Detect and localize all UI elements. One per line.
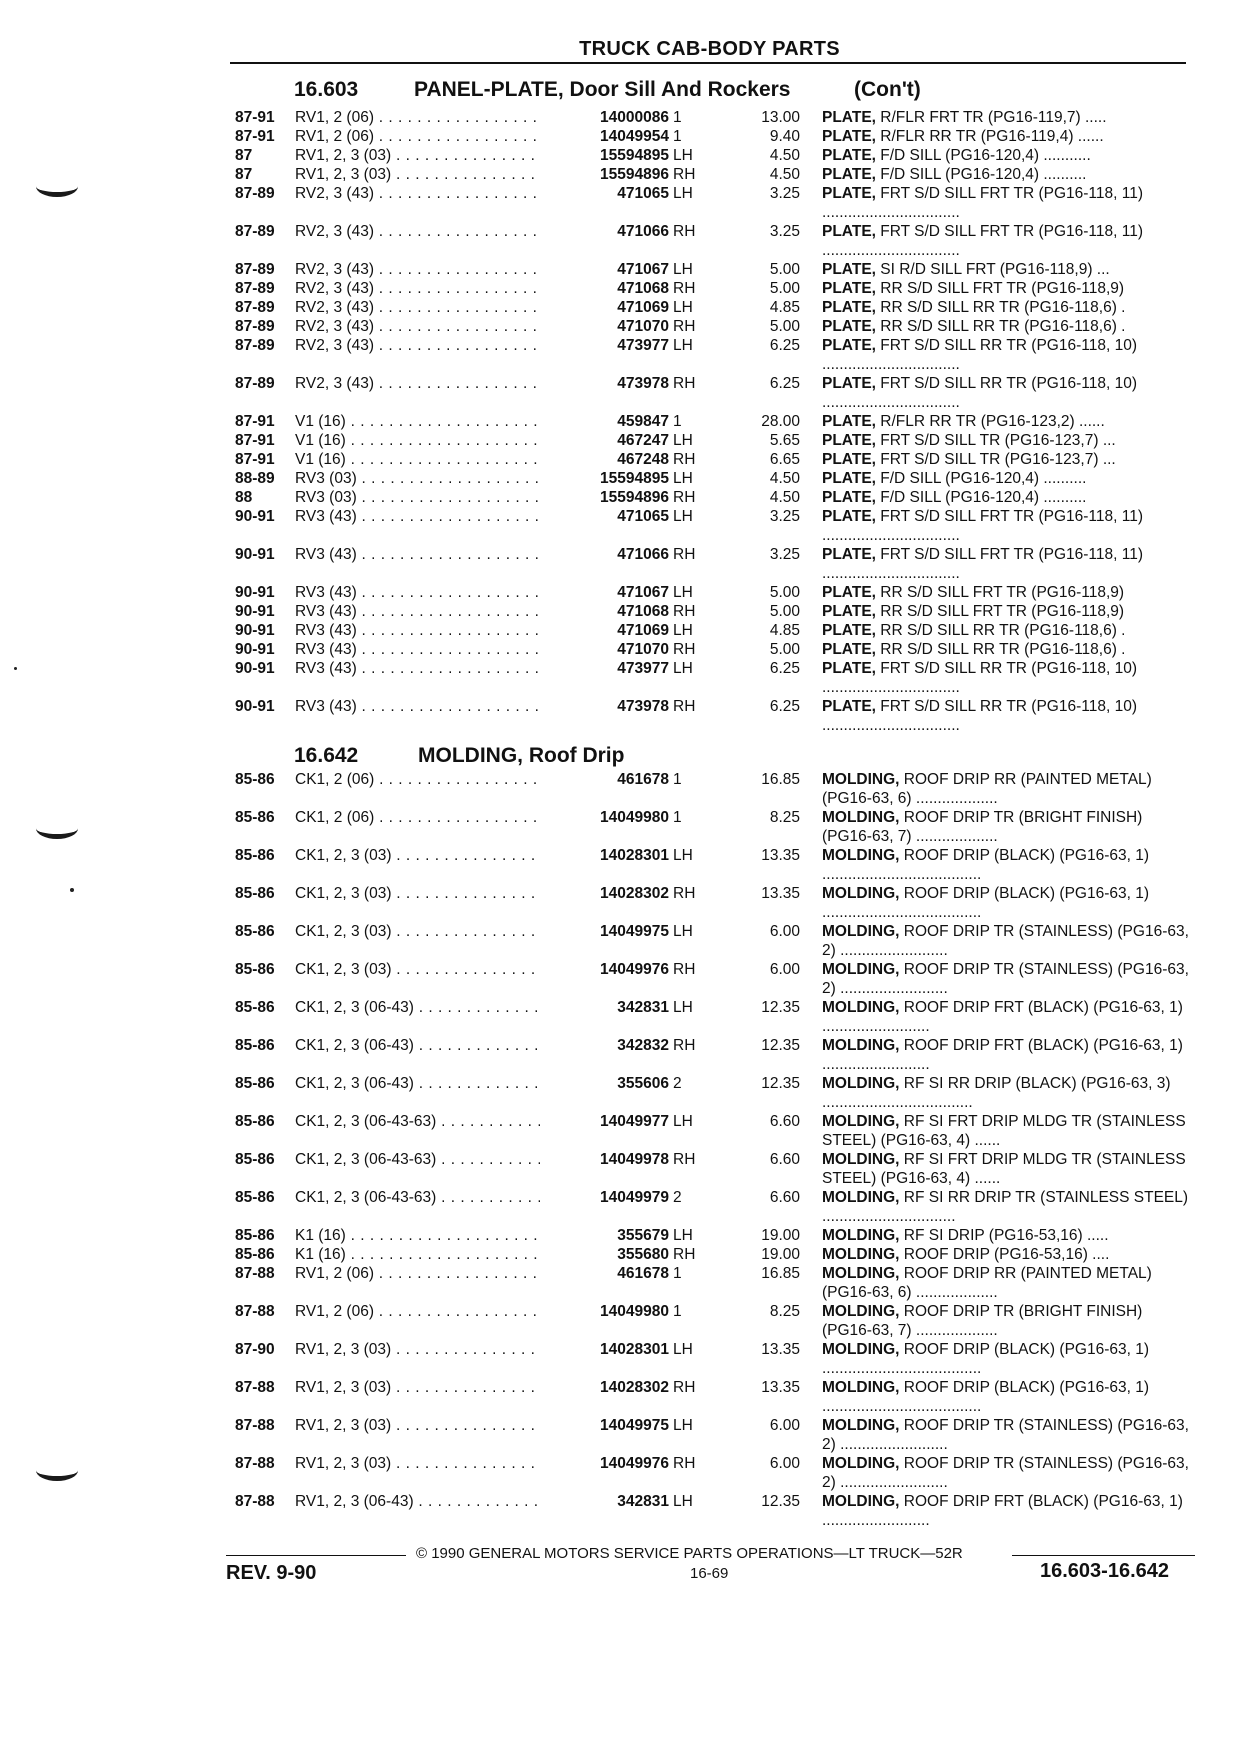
quantity: RH bbox=[673, 451, 696, 468]
part-number: 14049976 bbox=[540, 1454, 669, 1473]
model-year: 85-86 bbox=[235, 1075, 275, 1092]
part-number: 15594896 bbox=[540, 488, 669, 507]
part-number: 14049977 bbox=[540, 1112, 669, 1131]
quantity: 2 bbox=[673, 1075, 682, 1092]
model-year: 87-88 bbox=[235, 1417, 275, 1434]
quantity: 1 bbox=[673, 128, 682, 145]
part-number: 471066 bbox=[540, 545, 669, 564]
part-number: 471070 bbox=[540, 317, 669, 336]
model-code: RV1, 2 (06) . . . bbox=[295, 108, 563, 127]
quantity: RH bbox=[673, 885, 696, 902]
price: 8.25 bbox=[769, 809, 800, 826]
price: 13.35 bbox=[761, 1341, 800, 1358]
quantity: LH bbox=[673, 847, 693, 864]
part-number: 471068 bbox=[540, 279, 669, 298]
part-number: 342831 bbox=[540, 998, 669, 1017]
price: 6.00 bbox=[769, 1417, 800, 1434]
quantity: RH bbox=[673, 1151, 696, 1168]
model-code: RV1, 2, 3 (06-43) . . . bbox=[295, 1492, 563, 1511]
part-number: 473978 bbox=[540, 374, 669, 393]
model-year: 88 bbox=[235, 489, 253, 506]
quantity: RH bbox=[673, 1455, 696, 1472]
part-number: 14049975 bbox=[540, 1416, 669, 1435]
part-description: PLATE, FRT S/D SILL TR (PG16-123,7) ... bbox=[822, 432, 1116, 449]
part-description: PLATE, RR S/D SILL FRT TR (PG16-118,9) bbox=[822, 603, 1125, 620]
quantity: 1 bbox=[673, 413, 682, 430]
price: 3.25 bbox=[769, 223, 800, 240]
model-code: RV2, 3 (43) . . . bbox=[295, 222, 563, 241]
model-year: 90-91 bbox=[235, 584, 275, 601]
model-year: 87-89 bbox=[235, 375, 275, 392]
part-description: MOLDING, ROOF DRIP (BLACK) (PG16-63, 1) ..................................... bbox=[822, 1341, 1149, 1377]
quantity: LH bbox=[673, 432, 693, 449]
model-code: RV1, 2, 3 (03) . . . bbox=[295, 1454, 563, 1473]
section-title: MOLDING, Roof Drip bbox=[418, 744, 625, 767]
model-code: CK1, 2, 3 (03) . . . bbox=[295, 922, 563, 941]
part-description: MOLDING, ROOF DRIP FRT (BLACK) (PG16-63, 1) ......................... bbox=[822, 999, 1183, 1035]
model-code: CK1, 2, 3 (06-43-63) . . . bbox=[295, 1150, 563, 1169]
model-year: 85-86 bbox=[235, 923, 275, 940]
model-year: 85-86 bbox=[235, 1151, 275, 1168]
price: 13.35 bbox=[761, 1379, 800, 1396]
model-year: 87-90 bbox=[235, 1341, 275, 1358]
part-description: MOLDING, ROOF DRIP (BLACK) (PG16-63, 1) ..................................... bbox=[822, 885, 1149, 921]
binder-hole-mark bbox=[36, 818, 78, 839]
price: 4.50 bbox=[769, 147, 800, 164]
quantity: LH bbox=[673, 147, 693, 164]
part-number: 14049954 bbox=[540, 127, 669, 146]
price: 16.85 bbox=[761, 1265, 800, 1282]
section-heading bbox=[294, 744, 994, 770]
model-code: RV2, 3 (43) . . . bbox=[295, 298, 563, 317]
model-year: 87 bbox=[235, 166, 253, 183]
footer-copyright: © 1990 GENERAL MOTORS SERVICE PARTS OPERATIONS—LT TRUCK—52R bbox=[416, 1545, 963, 1562]
price: 6.60 bbox=[769, 1189, 800, 1206]
quantity: LH bbox=[673, 622, 693, 639]
model-code: CK1, 2 (06) . . . bbox=[295, 770, 563, 789]
quantity: RH bbox=[673, 1379, 696, 1396]
part-number: 15594895 bbox=[540, 469, 669, 488]
quantity: RH bbox=[673, 375, 696, 392]
part-description: MOLDING, ROOF DRIP TR (BRIGHT FINISH) (PG16-63, 7) ................... bbox=[822, 809, 1143, 845]
section-continued: (Con't) bbox=[854, 78, 921, 101]
part-number: 471066 bbox=[540, 222, 669, 241]
part-number: 473977 bbox=[540, 336, 669, 355]
part-number: 471065 bbox=[540, 184, 669, 203]
price: 6.25 bbox=[769, 337, 800, 354]
model-year: 90-91 bbox=[235, 622, 275, 639]
model-code: CK1, 2, 3 (06-43-63) . . . bbox=[295, 1112, 563, 1131]
model-year: 90-91 bbox=[235, 698, 275, 715]
part-number: 355680 bbox=[540, 1245, 669, 1264]
model-year: 87-88 bbox=[235, 1455, 275, 1472]
price: 8.25 bbox=[769, 1303, 800, 1320]
model-year: 87-91 bbox=[235, 413, 275, 430]
part-number: 471070 bbox=[540, 640, 669, 659]
part-description: PLATE, RR S/D SILL FRT TR (PG16-118,9) bbox=[822, 584, 1125, 601]
part-number: 14049980 bbox=[540, 808, 669, 827]
part-description: PLATE, FRT S/D SILL TR (PG16-123,7) ... bbox=[822, 451, 1116, 468]
model-code: RV3 (43) . . . bbox=[295, 602, 563, 621]
model-year: 87-89 bbox=[235, 337, 275, 354]
model-year: 87-88 bbox=[235, 1303, 275, 1320]
quantity: LH bbox=[673, 1113, 693, 1130]
quantity: RH bbox=[673, 961, 696, 978]
model-code: RV3 (43) . . . bbox=[295, 583, 563, 602]
model-code: RV1, 2 (06) . . . bbox=[295, 1302, 563, 1321]
part-description: PLATE, F/D SILL (PG16-120,4) ........... bbox=[822, 147, 1091, 164]
part-description: MOLDING, ROOF DRIP (BLACK) (PG16-63, 1) ..................................... bbox=[822, 847, 1149, 883]
quantity: LH bbox=[673, 660, 693, 677]
quantity: 1 bbox=[673, 771, 682, 788]
model-year: 90-91 bbox=[235, 660, 275, 677]
price: 3.25 bbox=[769, 185, 800, 202]
model-year: 85-86 bbox=[235, 999, 275, 1016]
model-code: RV1, 2, 3 (03) . . . bbox=[295, 1340, 563, 1359]
quantity: 1 bbox=[673, 1303, 682, 1320]
part-description: PLATE, R/FLR RR TR (PG16-123,2) ...... bbox=[822, 413, 1105, 430]
model-code: RV3 (43) . . . bbox=[295, 621, 563, 640]
quantity: RH bbox=[673, 1246, 696, 1263]
price: 6.60 bbox=[769, 1113, 800, 1130]
quantity: 1 bbox=[673, 1265, 682, 1282]
quantity: LH bbox=[673, 1493, 693, 1510]
price: 5.00 bbox=[769, 584, 800, 601]
quantity: LH bbox=[673, 1341, 693, 1358]
model-code: CK1, 2 (06) . . . bbox=[295, 808, 563, 827]
footer-rule bbox=[1012, 1555, 1195, 1556]
model-year: 85-86 bbox=[235, 1246, 275, 1263]
part-number: 14049976 bbox=[540, 960, 669, 979]
price: 9.40 bbox=[769, 128, 800, 145]
part-description: PLATE, RR S/D SILL FRT TR (PG16-118,9) bbox=[822, 280, 1125, 297]
part-number: 14028301 bbox=[540, 846, 669, 865]
quantity: LH bbox=[673, 999, 693, 1016]
model-code: RV3 (43) . . . bbox=[295, 697, 563, 716]
part-description: MOLDING, ROOF DRIP (BLACK) (PG16-63, 1) ..................................... bbox=[822, 1379, 1149, 1415]
part-description: PLATE, F/D SILL (PG16-120,4) .......... bbox=[822, 166, 1087, 183]
model-code: CK1, 2, 3 (06-43-63) . . . bbox=[295, 1188, 563, 1207]
model-year: 90-91 bbox=[235, 508, 275, 525]
model-code: CK1, 2, 3 (06-43) . . . bbox=[295, 998, 563, 1017]
model-code: RV3 (43) . . . bbox=[295, 640, 563, 659]
model-year: 87-89 bbox=[235, 261, 275, 278]
model-year: 87-89 bbox=[235, 223, 275, 240]
quantity: RH bbox=[673, 166, 696, 183]
part-number: 14049980 bbox=[540, 1302, 669, 1321]
part-description: PLATE, FRT S/D SILL RR TR (PG16-118, 10) ................................ bbox=[822, 375, 1137, 411]
part-number: 14028302 bbox=[540, 1378, 669, 1397]
price: 6.25 bbox=[769, 698, 800, 715]
model-code: V1 (16) . . . bbox=[295, 450, 563, 469]
part-description: MOLDING, ROOF DRIP (PG16-53,16) .... bbox=[822, 1246, 1110, 1263]
quantity: RH bbox=[673, 641, 696, 658]
price: 6.00 bbox=[769, 1455, 800, 1472]
model-code: K1 (16) . . . bbox=[295, 1245, 563, 1264]
speck-mark bbox=[70, 888, 74, 892]
price: 28.00 bbox=[761, 413, 800, 430]
quantity: 1 bbox=[673, 809, 682, 826]
quantity: RH bbox=[673, 603, 696, 620]
quantity: LH bbox=[673, 299, 693, 316]
quantity: LH bbox=[673, 1417, 693, 1434]
price: 12.35 bbox=[761, 999, 800, 1016]
part-number: 471065 bbox=[540, 507, 669, 526]
part-description: PLATE, R/FLR RR TR (PG16-119,4) ...... bbox=[822, 128, 1104, 145]
price: 19.00 bbox=[761, 1227, 800, 1244]
part-description: MOLDING, ROOF DRIP TR (BRIGHT FINISH) (PG16-63, 7) ................... bbox=[822, 1303, 1143, 1339]
quantity: LH bbox=[673, 1227, 693, 1244]
price: 4.50 bbox=[769, 166, 800, 183]
model-year: 87-91 bbox=[235, 451, 275, 468]
part-description: MOLDING, ROOF DRIP TR (STAINLESS) (PG16-63, 2) ......................... bbox=[822, 1417, 1189, 1453]
price: 4.85 bbox=[769, 622, 800, 639]
price: 13.35 bbox=[761, 847, 800, 864]
model-year: 90-91 bbox=[235, 641, 275, 658]
part-number: 342832 bbox=[540, 1036, 669, 1055]
section-heading bbox=[294, 78, 994, 104]
part-number: 14049978 bbox=[540, 1150, 669, 1169]
model-year: 85-86 bbox=[235, 847, 275, 864]
quantity: LH bbox=[673, 261, 693, 278]
quantity: 2 bbox=[673, 1189, 682, 1206]
quantity: RH bbox=[673, 223, 696, 240]
price: 4.85 bbox=[769, 299, 800, 316]
price: 6.60 bbox=[769, 1151, 800, 1168]
part-number: 467247 bbox=[540, 431, 669, 450]
model-code: RV2, 3 (43) . . . bbox=[295, 317, 563, 336]
model-code: V1 (16) . . . bbox=[295, 412, 563, 431]
part-description: PLATE, RR S/D SILL RR TR (PG16-118,6) . bbox=[822, 622, 1126, 639]
price: 6.65 bbox=[769, 451, 800, 468]
model-code: RV3 (43) . . . bbox=[295, 659, 563, 678]
part-description: MOLDING, ROOF DRIP TR (STAINLESS) (PG16-63, 2) ......................... bbox=[822, 1455, 1189, 1491]
part-description: PLATE, F/D SILL (PG16-120,4) .......... bbox=[822, 470, 1087, 487]
price: 6.25 bbox=[769, 660, 800, 677]
part-number: 14028301 bbox=[540, 1340, 669, 1359]
part-number: 355606 bbox=[540, 1074, 669, 1093]
model-code: CK1, 2, 3 (03) . . . bbox=[295, 846, 563, 865]
quantity: RH bbox=[673, 280, 696, 297]
part-description: MOLDING, RF SI RR DRIP TR (STAINLESS STEEL) ............................... bbox=[822, 1189, 1189, 1225]
model-code: RV2, 3 (43) . . . bbox=[295, 336, 563, 355]
part-number: 14049975 bbox=[540, 922, 669, 941]
model-year: 87-89 bbox=[235, 185, 275, 202]
model-code: RV1, 2 (06) . . . bbox=[295, 127, 563, 146]
section-range: 16.603-16.642 bbox=[1040, 1560, 1170, 1582]
part-description: MOLDING, RF SI DRIP (PG16-53,16) ..... bbox=[822, 1227, 1109, 1244]
part-number: 473977 bbox=[540, 659, 669, 678]
quantity: RH bbox=[673, 546, 696, 563]
model-year: 85-86 bbox=[235, 809, 275, 826]
part-description: PLATE, FRT S/D SILL RR TR (PG16-118, 10) ................................ bbox=[822, 698, 1137, 734]
model-year: 87-88 bbox=[235, 1493, 275, 1510]
model-year: 87-89 bbox=[235, 299, 275, 316]
model-year: 87-91 bbox=[235, 109, 275, 126]
quantity: RH bbox=[673, 489, 696, 506]
price: 5.00 bbox=[769, 280, 800, 297]
price: 5.00 bbox=[769, 318, 800, 335]
model-code: RV1, 2, 3 (03) . . . bbox=[295, 1416, 563, 1435]
model-year: 85-86 bbox=[235, 1113, 275, 1130]
part-description: MOLDING, ROOF DRIP TR (STAINLESS) (PG16-63, 2) ......................... bbox=[822, 923, 1189, 959]
price: 12.35 bbox=[761, 1037, 800, 1054]
part-number: 461678 bbox=[540, 770, 669, 789]
quantity: RH bbox=[673, 318, 696, 335]
price: 3.25 bbox=[769, 508, 800, 525]
model-code: RV1, 2, 3 (03) . . . bbox=[295, 165, 563, 184]
model-code: RV2, 3 (43) . . . bbox=[295, 260, 563, 279]
model-year: 85-86 bbox=[235, 961, 275, 978]
model-year: 85-86 bbox=[235, 1227, 275, 1244]
part-description: PLATE, FRT S/D SILL FRT TR (PG16-118, 11) ................................ bbox=[822, 508, 1144, 544]
model-code: RV1, 2 (06) . . . bbox=[295, 1264, 563, 1283]
part-number: 355679 bbox=[540, 1226, 669, 1245]
model-year: 85-86 bbox=[235, 771, 275, 788]
price: 6.00 bbox=[769, 961, 800, 978]
part-description: PLATE, RR S/D SILL RR TR (PG16-118,6) . bbox=[822, 299, 1126, 316]
part-description: MOLDING, RF SI FRT DRIP MLDG TR (STAINLESS STEEL) (PG16-63, 4) ...... bbox=[822, 1113, 1186, 1149]
price: 3.25 bbox=[769, 546, 800, 563]
model-code: RV2, 3 (43) . . . bbox=[295, 184, 563, 203]
price: 5.65 bbox=[769, 432, 800, 449]
section-number: 16.642 bbox=[294, 744, 359, 767]
quantity: LH bbox=[673, 923, 693, 940]
quantity: LH bbox=[673, 470, 693, 487]
part-number: 471067 bbox=[540, 583, 669, 602]
model-year: 87-89 bbox=[235, 318, 275, 335]
part-description: PLATE, SI R/D SILL FRT (PG16-118,9) ... bbox=[822, 261, 1110, 278]
price: 5.00 bbox=[769, 603, 800, 620]
model-code: CK1, 2, 3 (03) . . . bbox=[295, 884, 563, 903]
price: 13.00 bbox=[761, 109, 800, 126]
part-description: PLATE, FRT S/D SILL FRT TR (PG16-118, 11) ................................ bbox=[822, 546, 1144, 582]
part-description: PLATE, FRT S/D SILL FRT TR (PG16-118, 11) ................................ bbox=[822, 223, 1144, 259]
part-number: 342831 bbox=[540, 1492, 669, 1511]
model-year: 85-86 bbox=[235, 885, 275, 902]
model-year: 87-89 bbox=[235, 280, 275, 297]
part-number: 471067 bbox=[540, 260, 669, 279]
price: 5.00 bbox=[769, 261, 800, 278]
part-number: 15594895 bbox=[540, 146, 669, 165]
model-code: RV3 (43) . . . bbox=[295, 507, 563, 526]
model-year: 85-86 bbox=[235, 1037, 275, 1054]
model-year: 87-91 bbox=[235, 128, 275, 145]
model-year: 87-91 bbox=[235, 432, 275, 449]
part-description: PLATE, FRT S/D SILL RR TR (PG16-118, 10) ................................ bbox=[822, 660, 1137, 696]
model-code: RV3 (03) . . . bbox=[295, 469, 563, 488]
price: 4.50 bbox=[769, 489, 800, 506]
model-code: RV1, 2, 3 (03) . . . bbox=[295, 146, 563, 165]
section-title: PANEL-PLATE, Door Sill And Rockers bbox=[414, 78, 791, 101]
model-code: RV3 (43) . . . bbox=[295, 545, 563, 564]
part-description: MOLDING, ROOF DRIP RR (PAINTED METAL) (PG16-63, 6) ................... bbox=[822, 771, 1152, 807]
part-number: 15594896 bbox=[540, 165, 669, 184]
model-code: RV2, 3 (43) . . . bbox=[295, 279, 563, 298]
quantity: LH bbox=[673, 185, 693, 202]
price: 4.50 bbox=[769, 470, 800, 487]
speck-mark bbox=[14, 667, 17, 670]
part-description: MOLDING, ROOF DRIP RR (PAINTED METAL) (PG16-63, 6) ................... bbox=[822, 1265, 1152, 1301]
part-description: MOLDING, ROOF DRIP TR (STAINLESS) (PG16-63, 2) ......................... bbox=[822, 961, 1189, 997]
model-code: CK1, 2, 3 (06-43) . . . bbox=[295, 1036, 563, 1055]
part-number: 459847 bbox=[540, 412, 669, 431]
model-code: RV3 (03) . . . bbox=[295, 488, 563, 507]
binder-hole-mark bbox=[36, 176, 78, 197]
part-description: MOLDING, RF SI FRT DRIP MLDG TR (STAINLESS STEEL) (PG16-63, 4) ...... bbox=[822, 1151, 1186, 1187]
price: 5.00 bbox=[769, 641, 800, 658]
part-description: PLATE, RR S/D SILL RR TR (PG16-118,6) . bbox=[822, 641, 1126, 658]
model-code: CK1, 2, 3 (06-43) . . . bbox=[295, 1074, 563, 1093]
model-code: V1 (16) . . . bbox=[295, 431, 563, 450]
part-description: PLATE, RR S/D SILL RR TR (PG16-118,6) . bbox=[822, 318, 1126, 335]
part-number: 14000086 bbox=[540, 108, 669, 127]
part-description: MOLDING, RF SI RR DRIP (BLACK) (PG16-63, 3) ................................... bbox=[822, 1075, 1171, 1111]
part-number: 471069 bbox=[540, 298, 669, 317]
part-description: PLATE, FRT S/D SILL FRT TR (PG16-118, 11) ................................ bbox=[822, 185, 1144, 221]
part-description: PLATE, FRT S/D SILL RR TR (PG16-118, 10) ................................ bbox=[822, 337, 1137, 373]
price: 12.35 bbox=[761, 1075, 800, 1092]
part-description: MOLDING, ROOF DRIP FRT (BLACK) (PG16-63, 1) ......................... bbox=[822, 1037, 1183, 1073]
part-number: 14028302 bbox=[540, 884, 669, 903]
model-code: CK1, 2, 3 (03) . . . bbox=[295, 960, 563, 979]
part-number: 473978 bbox=[540, 697, 669, 716]
title-rule bbox=[230, 62, 1186, 64]
section-number: 16.603 bbox=[294, 78, 359, 101]
model-year: 87-88 bbox=[235, 1379, 275, 1396]
model-year: 87-88 bbox=[235, 1265, 275, 1282]
part-description: MOLDING, ROOF DRIP FRT (BLACK) (PG16-63, 1) ......................... bbox=[822, 1493, 1183, 1529]
part-description: PLATE, F/D SILL (PG16-120,4) .......... bbox=[822, 489, 1087, 506]
footer-rule bbox=[226, 1555, 406, 1556]
part-number: 467248 bbox=[540, 450, 669, 469]
model-year: 85-86 bbox=[235, 1189, 275, 1206]
model-year: 88-89 bbox=[235, 470, 275, 487]
model-year: 90-91 bbox=[235, 603, 275, 620]
part-number: 471068 bbox=[540, 602, 669, 621]
model-year: 90-91 bbox=[235, 546, 275, 563]
part-number: 471069 bbox=[540, 621, 669, 640]
price: 6.00 bbox=[769, 923, 800, 940]
quantity: RH bbox=[673, 1037, 696, 1054]
binder-hole-mark bbox=[36, 1460, 78, 1481]
quantity: LH bbox=[673, 508, 693, 525]
quantity: RH bbox=[673, 698, 696, 715]
price: 13.35 bbox=[761, 885, 800, 902]
page-number: 16-69 bbox=[690, 1565, 729, 1582]
part-number: 14049979 bbox=[540, 1188, 669, 1207]
page-title: TRUCK CAB-BODY PARTS bbox=[579, 38, 840, 60]
part-number: 461678 bbox=[540, 1264, 669, 1283]
model-code: K1 (16) . . . bbox=[295, 1226, 563, 1245]
model-code: RV1, 2, 3 (03) . . . bbox=[295, 1378, 563, 1397]
price: 16.85 bbox=[761, 771, 800, 788]
revision-label: REV. 9-90 bbox=[226, 1562, 317, 1584]
model-year: 87 bbox=[235, 147, 253, 164]
price: 6.25 bbox=[769, 375, 800, 392]
part-description: PLATE, R/FLR FRT TR (PG16-119,7) ..... bbox=[822, 109, 1107, 126]
model-code: RV2, 3 (43) . . . bbox=[295, 374, 563, 393]
quantity: LH bbox=[673, 337, 693, 354]
quantity: LH bbox=[673, 584, 693, 601]
quantity: 1 bbox=[673, 109, 682, 126]
price: 19.00 bbox=[761, 1246, 800, 1263]
price: 12.35 bbox=[761, 1493, 800, 1510]
